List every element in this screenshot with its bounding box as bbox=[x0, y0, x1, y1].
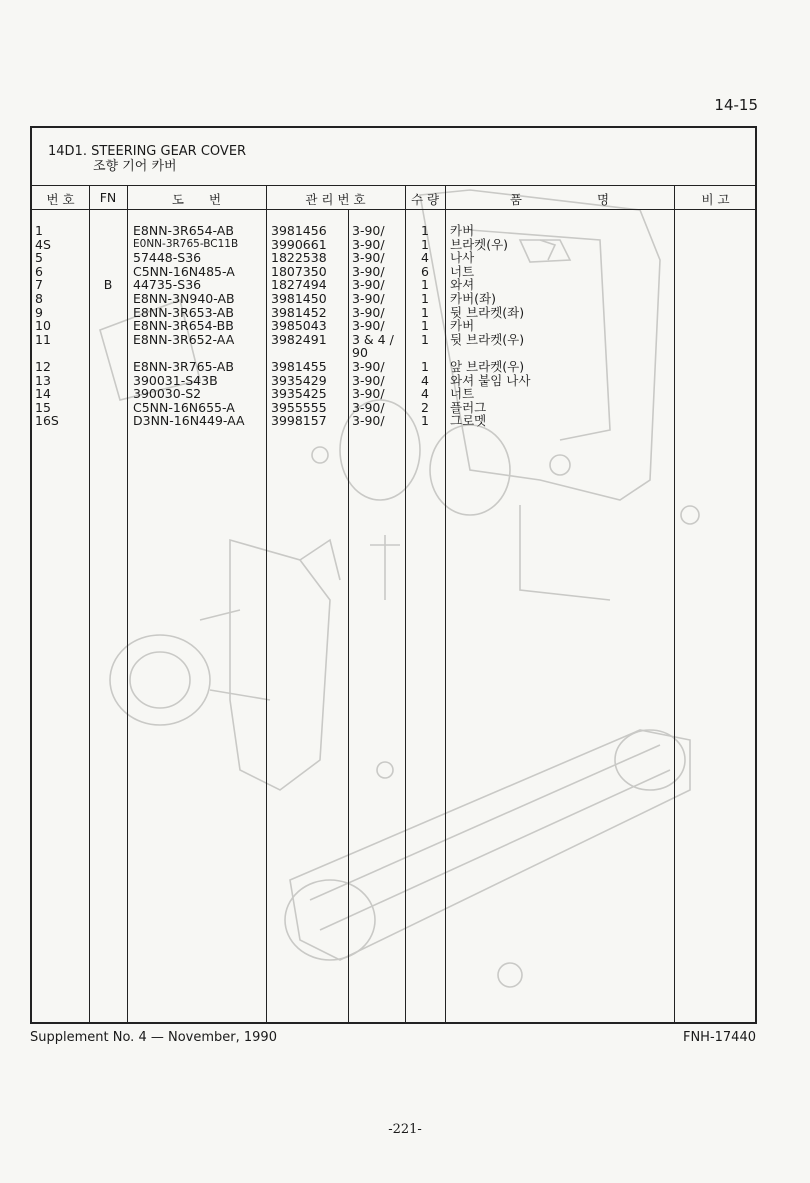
cell-code: 3-90/ bbox=[352, 304, 385, 320]
cell-qty: 1 bbox=[421, 223, 429, 238]
cell-name: 뒷 브라켓(좌) bbox=[450, 304, 525, 320]
cell-qty: 1 bbox=[421, 413, 429, 429]
cell-mgmt-no: 3955555 bbox=[271, 399, 327, 415]
cell-no: 11 bbox=[35, 331, 51, 347]
cell-mgmt-no: 3981452 bbox=[271, 304, 327, 320]
header-remark: 비 고 bbox=[701, 192, 730, 207]
cell-no: 13 bbox=[35, 372, 51, 388]
cell-drawing-no: 44735-S36 bbox=[133, 277, 202, 293]
cell-no: 5 bbox=[35, 250, 43, 266]
col-divider bbox=[89, 186, 90, 1022]
cell-drawing-no: C5NN-16N485-A bbox=[133, 263, 235, 279]
footer-doc-code: FNH-17440 bbox=[682, 1030, 756, 1045]
cell-qty: 4 bbox=[421, 372, 429, 388]
col-divider bbox=[266, 186, 267, 1022]
col-divider bbox=[348, 209, 349, 1022]
cell-mgmt-no: 3998157 bbox=[271, 413, 327, 429]
cell-name: 플러그 bbox=[450, 399, 487, 415]
cell-code: 3-90/ bbox=[352, 318, 385, 334]
cell-drawing-no: D3NN-16N449-AA bbox=[133, 413, 245, 429]
cell-drawing-no: E8NN-3R654-BB bbox=[133, 318, 234, 334]
cell-no: 7 bbox=[35, 277, 43, 293]
title-korean: 조향 기어 카버 bbox=[93, 159, 177, 174]
cell-fn: B bbox=[103, 277, 113, 293]
cell-qty: 1 bbox=[421, 277, 429, 293]
cell-mgmt-no: 1822538 bbox=[271, 250, 327, 266]
cell-name: 카버 bbox=[450, 318, 475, 334]
cell-drawing-no: C5NN-16N655-A bbox=[133, 399, 235, 415]
cell-name: 브라켓(우) bbox=[450, 236, 509, 252]
cell-name: 너트 bbox=[450, 263, 475, 279]
header-mgmt-no: 관 리 번 호 bbox=[305, 192, 366, 207]
cell-no: 12 bbox=[35, 359, 51, 374]
cell-name: 나사 bbox=[450, 250, 475, 266]
cell-no: 4S bbox=[35, 236, 51, 252]
cell-code: 3-90/ bbox=[352, 263, 385, 279]
cell-mgmt-no: 1807350 bbox=[271, 263, 327, 279]
col-divider bbox=[674, 186, 675, 1022]
cell-mgmt-no: 3981450 bbox=[271, 291, 327, 306]
cell-qty: 1 bbox=[421, 304, 429, 320]
cell-mgmt-no: 3935429 bbox=[271, 372, 327, 388]
cell-no: 15 bbox=[35, 399, 51, 415]
cell-mgmt-no: 3990661 bbox=[271, 236, 327, 252]
cell-name: 너트 bbox=[450, 386, 475, 402]
cell-code: 3-90/ bbox=[352, 236, 385, 252]
cell-qty: 6 bbox=[421, 263, 429, 279]
cell-mgmt-no: 3985043 bbox=[271, 318, 327, 334]
header-bottom-line bbox=[32, 209, 755, 210]
col-divider bbox=[127, 186, 128, 1022]
cell-mgmt-no: 3981456 bbox=[271, 223, 327, 238]
cell-name: 그로멧 bbox=[450, 413, 487, 429]
header-drawing-no: 도 번 bbox=[171, 192, 222, 207]
cell-drawing-no: E8NN-3R765-AB bbox=[133, 359, 234, 374]
cell-mgmt-no: 3935425 bbox=[271, 386, 327, 402]
cell-qty: 2 bbox=[421, 399, 429, 415]
cell-drawing-no: E0NN-3R765-BC11B bbox=[133, 237, 239, 250]
cell-drawing-no: E8NN-3R654-AB bbox=[133, 223, 234, 238]
cell-qty: 1 bbox=[421, 359, 429, 374]
header-no: 번 호 bbox=[46, 192, 75, 207]
cell-qty: 4 bbox=[421, 250, 429, 266]
cell-drawing-no: 57448-S36 bbox=[133, 250, 202, 266]
cell-code: 3-90/ bbox=[352, 399, 385, 415]
cell-code: 3-90/ bbox=[352, 291, 385, 306]
cell-no: 6 bbox=[35, 263, 43, 279]
footer-supplement: Supplement No. 4 — November, 1990 bbox=[30, 1030, 277, 1045]
cell-drawing-no: 390031-S43B bbox=[133, 372, 218, 388]
header-top-line bbox=[32, 185, 755, 186]
cell-qty: 4 bbox=[421, 386, 429, 402]
cell-qty: 1 bbox=[421, 291, 429, 306]
cell-code-continued: 90 bbox=[352, 345, 368, 361]
cell-qty: 1 bbox=[421, 331, 429, 347]
cell-no: 16S bbox=[35, 413, 59, 429]
cell-code: 3-90/ bbox=[352, 223, 385, 238]
cell-mgmt-no: 3981455 bbox=[271, 359, 327, 374]
cell-code: 3-90/ bbox=[352, 386, 385, 402]
header-name: 품 명 bbox=[509, 192, 610, 207]
title-block bbox=[48, 144, 246, 174]
cell-drawing-no: E8NN-3N940-AB bbox=[133, 291, 235, 306]
cell-no: 8 bbox=[35, 291, 43, 306]
title-english: 14D1. STEERING GEAR COVER bbox=[48, 144, 247, 159]
cell-name: 뒷 브라켓(우) bbox=[450, 331, 525, 347]
cell-drawing-no: E8NN-3R653-AB bbox=[133, 304, 234, 320]
cell-mgmt-no: 1827494 bbox=[271, 277, 327, 293]
cell-code: 3-90/ bbox=[352, 250, 385, 266]
cell-code: 3-90/ bbox=[352, 359, 385, 374]
cell-name: 와셔 붙임 나사 bbox=[450, 372, 531, 388]
parts-table-frame bbox=[30, 126, 757, 1024]
cell-drawing-no: 390030-S2 bbox=[133, 386, 202, 402]
cell-no: 9 bbox=[35, 304, 43, 320]
cell-drawing-no: E8NN-3R652-AA bbox=[133, 331, 235, 347]
cell-name: 카버 bbox=[450, 223, 475, 238]
cell-name: 와셔 bbox=[450, 277, 475, 293]
cell-code: 3 & 4 / bbox=[352, 331, 394, 347]
cell-name: 카버(좌) bbox=[450, 291, 496, 306]
cell-mgmt-no: 3982491 bbox=[271, 331, 327, 347]
page-number: 14-15 bbox=[714, 96, 758, 114]
col-divider bbox=[445, 186, 446, 1022]
cell-name: 앞 브라켓(우) bbox=[450, 359, 525, 374]
header-fn: FN bbox=[99, 190, 117, 205]
bottom-page-number: -221- bbox=[388, 1122, 422, 1137]
cell-code: 3-90/ bbox=[352, 413, 385, 429]
cell-code: 3-90/ bbox=[352, 277, 385, 293]
cell-qty: 1 bbox=[421, 318, 429, 334]
cell-code: 3-90/ bbox=[352, 372, 385, 388]
cell-no: 1 bbox=[35, 223, 43, 238]
cell-qty: 1 bbox=[421, 236, 429, 252]
header-qty: 수 량 bbox=[410, 192, 440, 207]
cell-no: 14 bbox=[35, 386, 51, 402]
cell-no: 10 bbox=[35, 318, 51, 334]
